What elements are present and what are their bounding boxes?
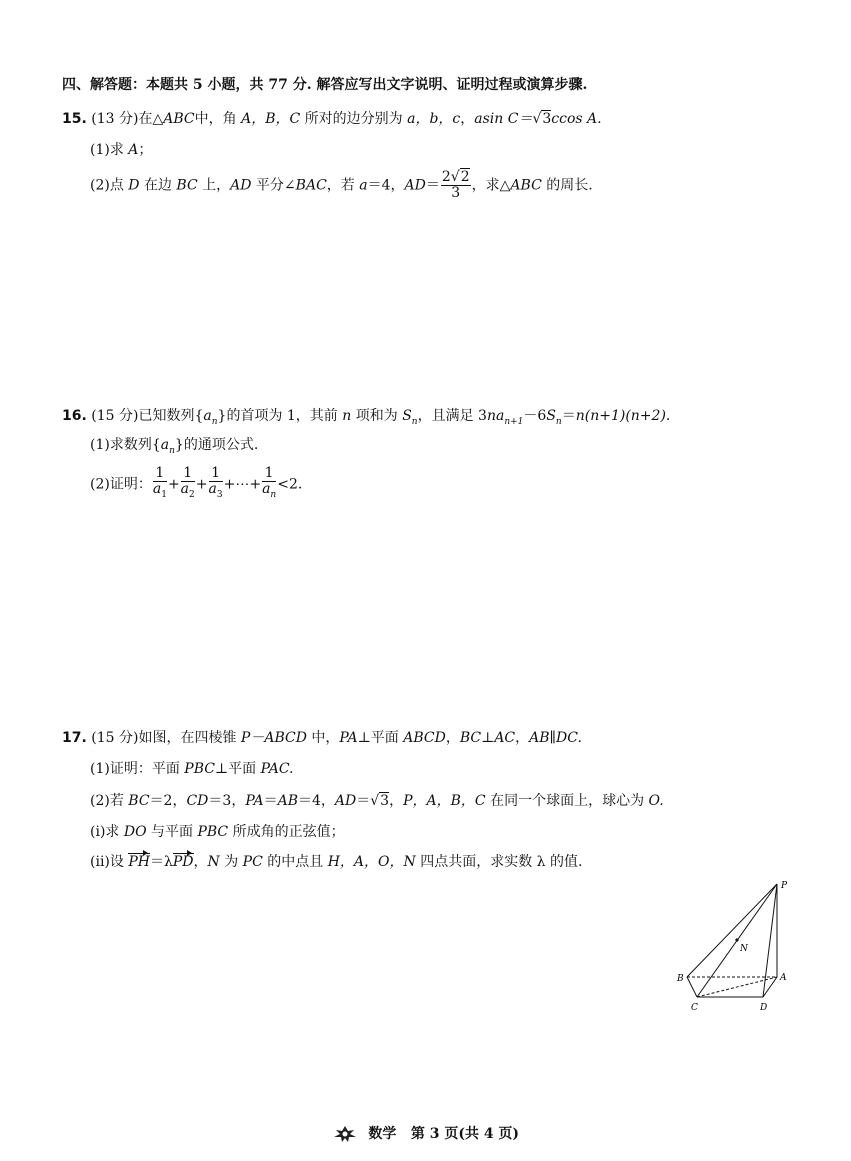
q17-part2: (2)若 BC＝2，CD＝3，PA＝AB＝4，AD＝√3，P，A，B，C 在同一个球面上，球心为 O. [90, 793, 664, 809]
q15-number: 15. [62, 111, 87, 127]
footer-page: 第 3 页(共 4 页) [410, 1126, 520, 1142]
edge-pb [687, 884, 777, 977]
label-b: B [677, 974, 684, 984]
q17-number: 17. [62, 730, 87, 746]
label-c: C [691, 1003, 698, 1013]
q17-part1: (1)证明：平面 PBC⊥平面 PAC. [90, 761, 294, 777]
q16-stem: 16. (15 分)已知数列$\{a_n\}$的首项为 1，其前 n 项和为 $S_n$，且满足 $3na_{n+1}-6S_n=n(n+1)(n+2)$. [62, 408, 671, 427]
label-p: P [781, 881, 788, 891]
q16-part1: (1)求数列$\{a_n\}$的通项公式. [90, 437, 259, 456]
page-footer [0, 1123, 851, 1144]
footer-subject: 数学 [368, 1126, 397, 1142]
edge-bc [687, 977, 697, 997]
q16-part2: (2)证明： $\frac{1}{a_1}$ + $\frac{1}{a_2}$ + $\frac{1}{a_3}$ +⋯+ $\frac{1}{a_n}$ <2. [90, 465, 303, 500]
section-header: 四、解答题：本题共 5 小题，共 77 分. 解答应写出文字说明、证明过程或演算步骤. [62, 77, 588, 93]
q17-sub-ii: (ii)设 PH＝λPD，N 为 PC 的中点且 H，A，O，N 四点共面，求实数 λ 的值. [90, 854, 583, 870]
label-n: N [740, 944, 748, 954]
q15-stem: 15. (13 分)在△ABC中，角 A，B，C 所对的边分别为 a，b，c，asin C＝√3ccos A. [62, 111, 602, 127]
q16-number: 16. [62, 408, 87, 424]
pyramid-figure [675, 878, 800, 1018]
point-n [735, 938, 738, 941]
q15-part1: (1)求 A； [90, 142, 153, 158]
q17-sub-i: (i)求 DO 与平面 PBC 所成角的正弦值； [90, 824, 345, 840]
label-d: D [760, 1003, 768, 1013]
label-a: A [780, 973, 787, 983]
q15-part2: (2)点 D 在边 BC 上，AD 平分∠BAC，若 a＝4，AD＝ $\frac{2√2}{3}$ ，求△ABC 的周长. [90, 169, 593, 201]
emblem-icon [332, 1124, 358, 1144]
q17-stem: 17. (15 分)如图，在四棱锥 P－ABCD 中，PA⊥平面 ABCD，BC⊥AC，AB∥DC. [62, 730, 582, 746]
ad-fraction: $\frac{2√2}{3}$ [441, 169, 470, 201]
